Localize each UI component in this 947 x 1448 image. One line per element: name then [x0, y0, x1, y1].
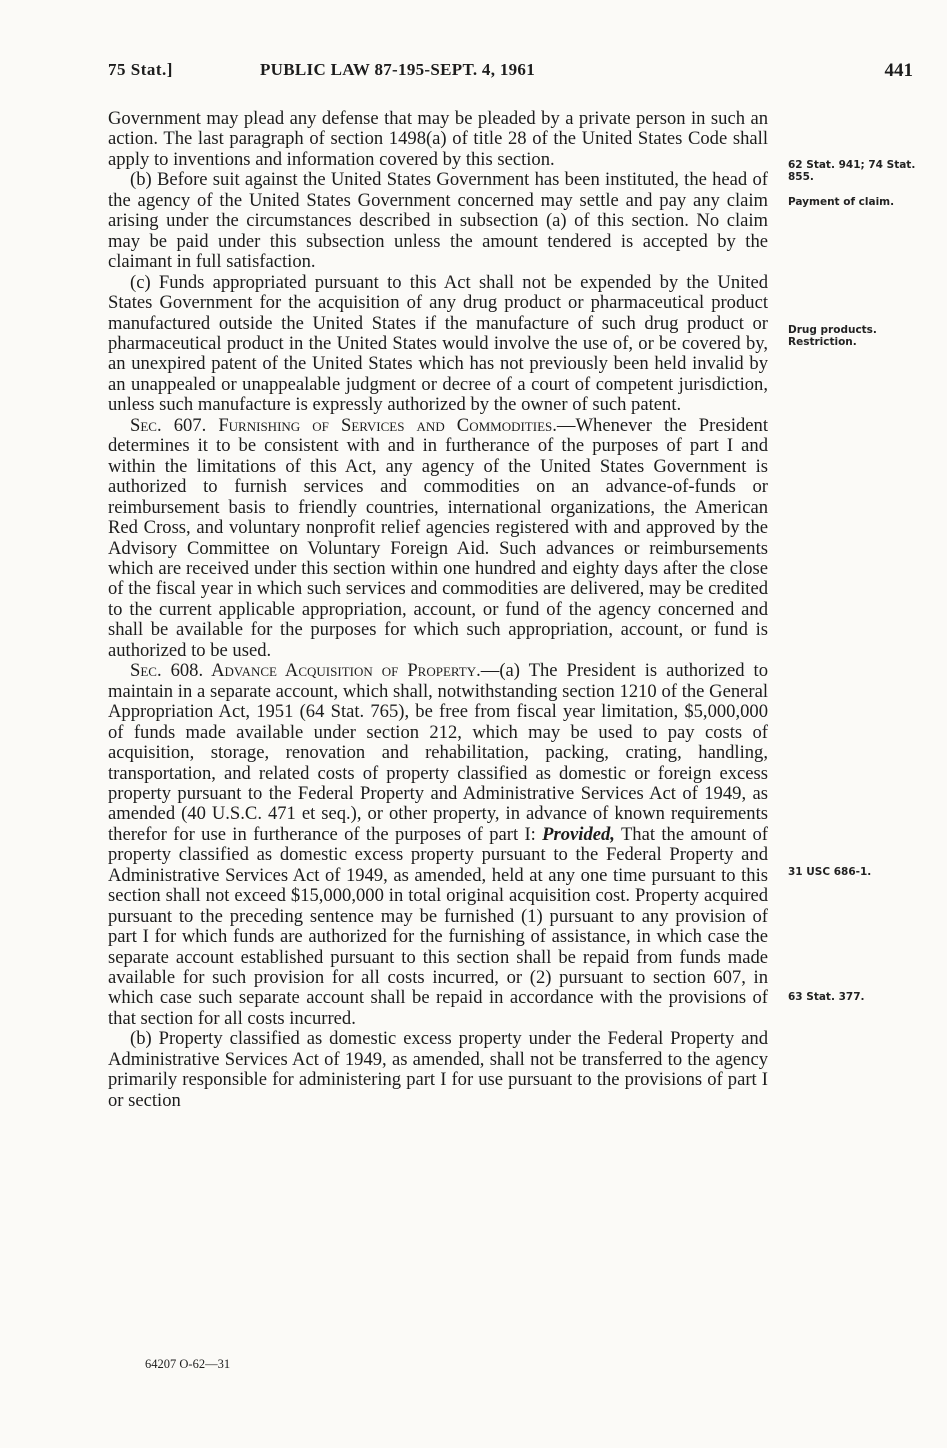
- paragraph-sec-608: [108, 661, 768, 1029]
- section-body-608-part-b: That the amount of property classified as domestic excess property pursuant to the Federal Property and Administrative Services Act of 1949, as amended, held at any one time pursuant to this section shall not exceed $15,000,000 in total original acquisition cost. Property acquired pursuant to the preceding sentence may be furnished (1) pursuant to any provision of part I for which funds are authorized for the furnishing of assistance, in which case the separate account established pursuant to this section shall be repaid from funds made available for such provision for all costs incurred, or (2) pursuant to section 607, in which case such separate account shall be repaid in accordance with the provisions of that section for all costs incurred.: [108, 823, 768, 1029]
- page-number: 441: [884, 60, 913, 81]
- paragraph-sec-607: [108, 416, 768, 661]
- law-title: PUBLIC LAW 87-195-SEPT. 4, 1961: [260, 60, 536, 79]
- volume-reference: 75 Stat.]: [108, 60, 173, 79]
- section-body-607: —Whenever the President determines it to be consistent with and in furtherance of the purposes of part I and within the limitations of this Act, any agency of the United States Government is authorized to furnish services and commodities on an advance-of-funds or reimbursement basis to friendly countries, international organizations, the American Red Cross, and voluntary nonprofit relief agencies registered with and approved by the Advisory Committee on Voluntary Foreign Aid. Such advances or reimbursements which are received under this section within one hundred and eighty days after the close of the fiscal year in which such services and commodities are delivered, may be credited to the current applicable appropriation, account, or fund of the agency concerned and shall be available for the purposes for which such appropriation, account, or fund is authorized to be used.: [108, 414, 768, 661]
- body-text: [108, 109, 768, 1111]
- paragraph-subsection-b: (b) Before suit against the United States Government has been instituted, the head of the agency of the United States Government concerned may settle and pay any claim arising under the circumstances described in subsection (a) of this section. No claim may be paid under this subsection unless the amount tendered is accepted by the claimant in full satisfaction.: [108, 169, 768, 273]
- section-heading-607: Sec. 607. Furnishing of Services and Commodities.: [130, 414, 557, 436]
- paragraph-continuation: Government may plead any defense that may be pleaded by a private person in such an action. The last paragraph of section 1498(a) of title 28 of the United States Code shall apply to inventions and information covered by this section.: [108, 108, 768, 170]
- margin-note-payment-of-claim: Payment of claim.: [788, 196, 895, 208]
- margin-note-63-stat: 63 Stat. 377.: [788, 991, 865, 1003]
- provided-keyword: Provided,: [542, 823, 615, 845]
- paragraph-sec-608-b: (b) Property classified as domestic excess property under the Federal Property and Administrative Services Act of 1949, as amended, shall not be transferred to the agency primarily responsible for administering part I for use pursuant to the provisions of part I or section: [108, 1028, 768, 1111]
- section-heading-608: Sec. 608. Advance Acquisition of Property.: [130, 660, 481, 682]
- section-body-608-part-a: —(a) The President is authorized to maintain in a separate account, which shall, notwithstanding section 1210 of the General Appropriation Act, 1951 (64 Stat. 765), be free from fiscal year limitation, $5,000,000 of funds made available under section 212, which may be used to pay costs of acquisition, storage, renovation and rehabilitation, packing, crating, handling, transportation, and related costs of property classified as domestic or foreign excess property pursuant to the Federal Property and Administrative Services Act of 1949, as amended (40 U.S.C. 471 et seq.), or other property, in advance of known requirements therefor for use in furtherance of the purposes of part I:: [108, 660, 768, 845]
- margin-note-drug-products: Drug products. Restriction.: [788, 324, 877, 348]
- printer-footer: 64207 O-62—31: [145, 1357, 231, 1371]
- margin-note-statute: 62 Stat. 941; 74 Stat. 855.: [788, 159, 916, 183]
- paragraph-subsection-c: (c) Funds appropriated pursuant to this Act shall not be expended by the United States Government for the acquisition of any drug product or pharmaceutical product manufactured outside the United States if the manufacture of such drug product or pharmaceutical product in the United States would involve the use of, or be covered by, an unexpired patent of the United States which has not previously been held invalid by an unappealed or unappealable judgment or decree of a court of competent jurisdiction, unless such manufacture is expressly authorized by the owner of such patent.: [108, 271, 768, 416]
- running-header: [108, 60, 913, 86]
- margin-note-usc: 31 USC 686-1.: [788, 866, 872, 878]
